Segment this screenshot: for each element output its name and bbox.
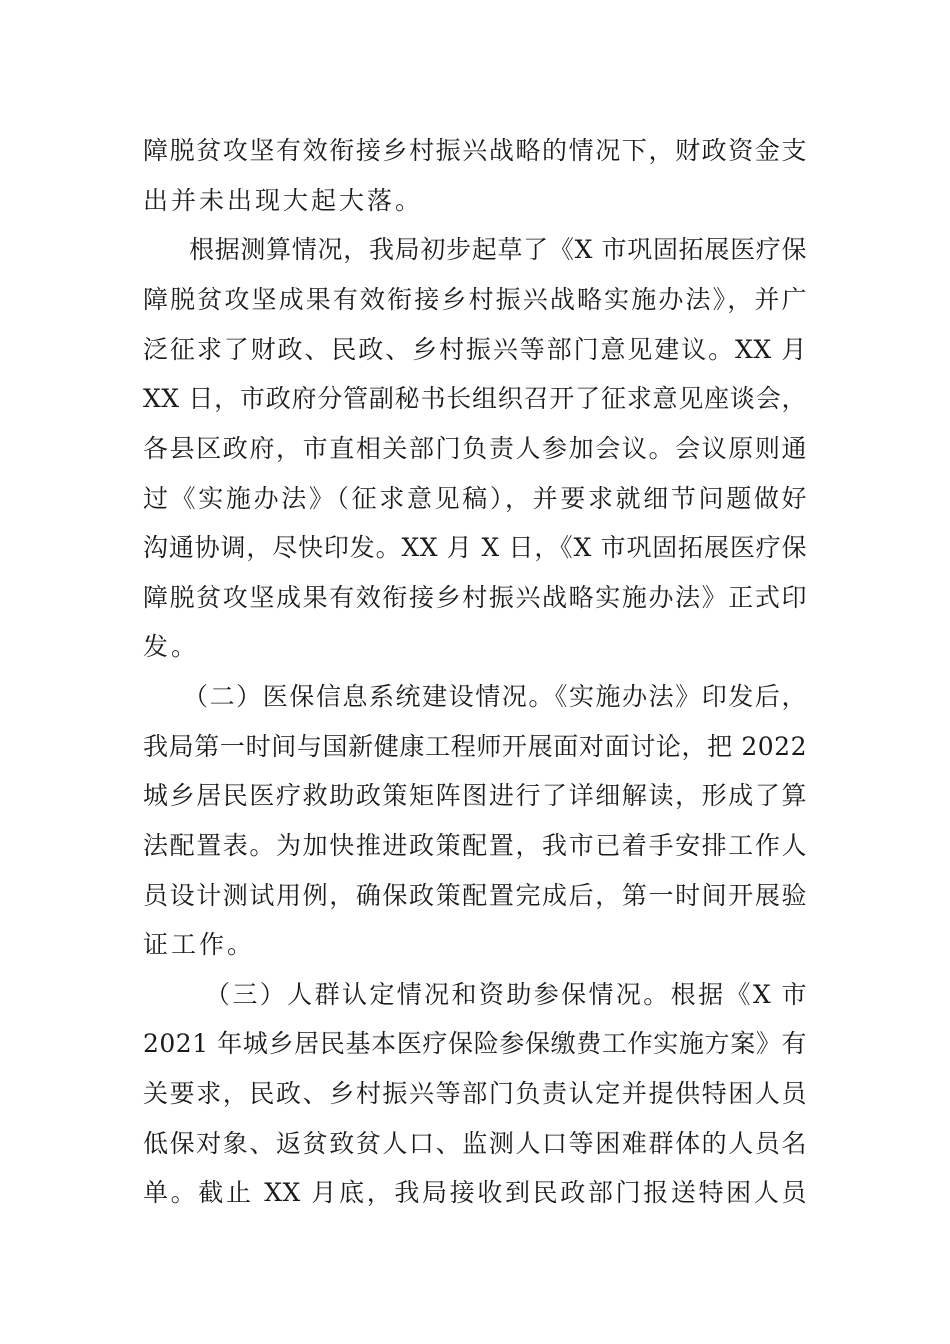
section-heading-line: （三）人群认定情况和资助参保情况。根据《X 市 — [205, 980, 807, 1009]
text-line: 员设计测试用例，确保政策配置完成后，第一时间开展验 — [143, 881, 807, 910]
text-line: 我局第一时间与国新健康工程师开展面对面讨论，把 2022 — [143, 732, 807, 761]
text-line: 低保对象、返贫致贫人口、监测人口等困难群体的人员名 — [143, 1129, 807, 1158]
text-line: 过《实施办法》（征求意见稿），并要求就细节问题做好 — [143, 484, 807, 513]
text-line: 证工作。 — [143, 930, 256, 959]
text-line: 法配置表。为加快推进政策配置，我市已着手安排工作人 — [143, 831, 807, 860]
text-line: 城乡居民医疗救助政策矩阵图进行了详细解读，形成了算 — [143, 781, 807, 810]
text-line: 单。截止 XX 月底，我局接收到民政部门报送特困人员 — [143, 1178, 807, 1207]
text-line: 2021 年城乡居民基本医疗保险参保缴费工作实施方案》有 — [143, 1029, 807, 1058]
section-heading-line: （二）医保信息系统建设情况。《实施办法》印发后， — [183, 682, 807, 711]
text-line: 关要求，民政、乡村振兴等部门负责认定并提供特困人员 — [143, 1079, 807, 1108]
text-line: 出并未出现大起大落。 — [143, 186, 424, 215]
text-line: 障脱贫攻坚成果有效衔接乡村振兴战略实施办法》，并广 — [143, 285, 807, 314]
text-line: 障脱贫攻坚有效衔接乡村振兴战略的情况下，财政资金支 — [143, 136, 807, 165]
text-line: 沟通协调，尽快印发。XX 月 X 日，《X 市巩固拓展医疗保 — [143, 533, 807, 562]
text-line: 障脱贫攻坚成果有效衔接乡村振兴战略实施办法》正式印 — [143, 583, 807, 612]
text-line: XX 日，市政府分管副秘书长组织召开了征求意见座谈会， — [143, 384, 807, 413]
text-line: 发。 — [143, 632, 200, 661]
paragraph-first-line: 根据测算情况，我局初步起草了《X 市巩固拓展医疗保 — [189, 235, 807, 264]
text-line: 泛征求了财政、民政、乡村振兴等部门意见建议。XX 月 — [143, 335, 807, 364]
text-line: 各县区政府，市直相关部门负责人参加会议。会议原则通 — [143, 434, 807, 463]
